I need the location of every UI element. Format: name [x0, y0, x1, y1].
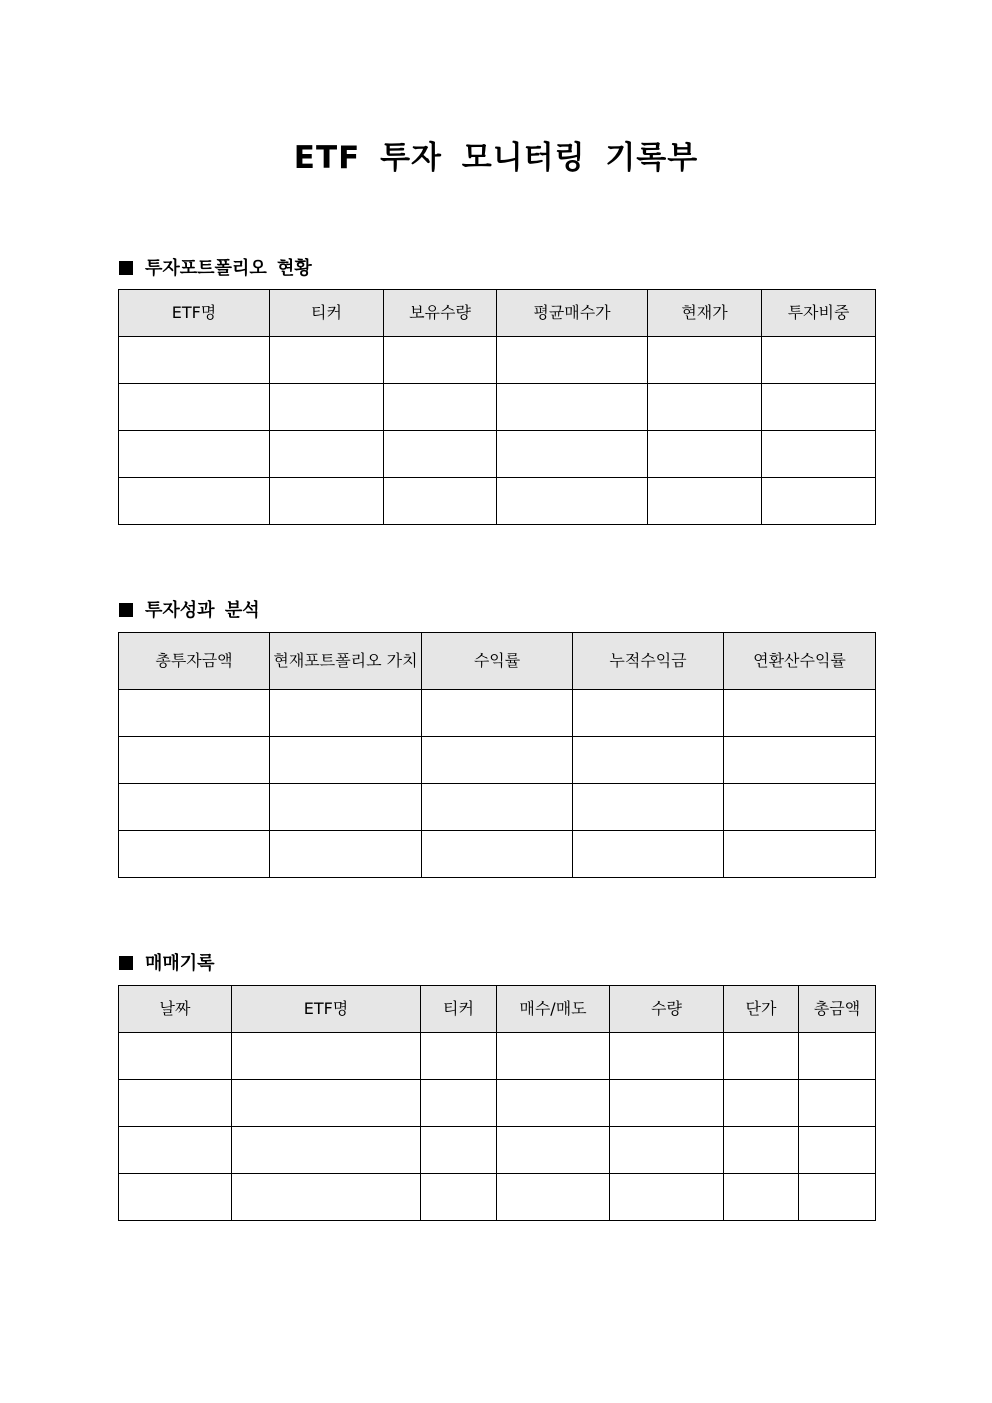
section-heading-portfolio-label: 투자포트폴리오 현황 — [145, 258, 312, 279]
table-cell[interactable] — [573, 831, 724, 878]
column-header: 단가 — [724, 986, 799, 1033]
column-header: 평균매수가 — [497, 290, 648, 337]
section-heading-trades — [119, 949, 215, 975]
table-cell[interactable] — [384, 431, 497, 478]
column-header: ETF명 — [232, 986, 421, 1033]
table-cell[interactable] — [497, 1033, 610, 1080]
table-header-row — [119, 986, 876, 1033]
table-cell[interactable] — [119, 1174, 232, 1221]
table-row — [119, 1033, 876, 1080]
table-cell[interactable] — [119, 337, 270, 384]
table-cell[interactable] — [232, 1174, 421, 1221]
table-cell[interactable] — [724, 1080, 799, 1127]
column-header: 날짜 — [119, 986, 232, 1033]
column-header: ETF명 — [119, 290, 270, 337]
column-header: 수량 — [610, 986, 724, 1033]
table-cell[interactable] — [724, 690, 876, 737]
column-header: 매수/매도 — [497, 986, 610, 1033]
table-cell[interactable] — [270, 478, 384, 525]
table-row — [119, 1127, 876, 1174]
column-header: 현재포트폴리오 가치 — [270, 633, 422, 690]
table-cell[interactable] — [497, 1174, 610, 1221]
table-cell[interactable] — [270, 690, 422, 737]
table-cell[interactable] — [270, 384, 384, 431]
column-header: 보유수량 — [384, 290, 497, 337]
table-cell[interactable] — [799, 1174, 876, 1221]
table-cell[interactable] — [648, 431, 762, 478]
table-cell[interactable] — [270, 737, 422, 784]
table-cell[interactable] — [232, 1080, 421, 1127]
section-heading-portfolio — [119, 254, 312, 280]
column-header: 총투자금액 — [119, 633, 270, 690]
table-cell[interactable] — [497, 337, 648, 384]
table-cell[interactable] — [497, 1080, 610, 1127]
column-header: 현재가 — [648, 290, 762, 337]
table-cell[interactable] — [119, 831, 270, 878]
table-cell[interactable] — [422, 737, 573, 784]
table-cell[interactable] — [232, 1127, 421, 1174]
table-cell[interactable] — [497, 1127, 610, 1174]
table-cell[interactable] — [724, 1127, 799, 1174]
table-cell[interactable] — [610, 1174, 724, 1221]
table-cell[interactable] — [762, 478, 876, 525]
table-cell[interactable] — [384, 337, 497, 384]
table-cell[interactable] — [384, 478, 497, 525]
table-cell[interactable] — [799, 1127, 876, 1174]
table-header-row — [119, 633, 876, 690]
table-cell[interactable] — [119, 784, 270, 831]
table-cell[interactable] — [573, 737, 724, 784]
table-row — [119, 784, 876, 831]
column-header: 누적수익금 — [573, 633, 724, 690]
section-heading-performance-label: 투자성과 분석 — [145, 600, 260, 621]
table-cell[interactable] — [422, 784, 573, 831]
table-cell[interactable] — [799, 1080, 876, 1127]
table-cell[interactable] — [610, 1127, 724, 1174]
column-header: 티커 — [421, 986, 497, 1033]
square-bullet-icon — [119, 261, 133, 275]
table-cell[interactable] — [421, 1174, 497, 1221]
table-cell[interactable] — [610, 1080, 724, 1127]
column-header: 총금액 — [799, 986, 876, 1033]
table-cell[interactable] — [724, 1033, 799, 1080]
table-row — [119, 737, 876, 784]
portfolio-table — [118, 289, 876, 525]
table-row — [119, 1174, 876, 1221]
section-heading-trades-label: 매매기록 — [145, 953, 215, 974]
table-cell[interactable] — [724, 737, 876, 784]
trades-table — [118, 985, 876, 1221]
table-cell[interactable] — [573, 784, 724, 831]
table-row — [119, 478, 876, 525]
table-cell[interactable] — [497, 478, 648, 525]
table-cell[interactable] — [648, 478, 762, 525]
table-cell[interactable] — [762, 431, 876, 478]
column-header: 티커 — [270, 290, 384, 337]
table-row — [119, 1080, 876, 1127]
table-cell[interactable] — [119, 384, 270, 431]
table-cell[interactable] — [232, 1033, 421, 1080]
performance-table — [118, 632, 876, 878]
table-cell[interactable] — [270, 337, 384, 384]
table-cell[interactable] — [648, 337, 762, 384]
table-row — [119, 690, 876, 737]
table-cell[interactable] — [648, 384, 762, 431]
table-header-row — [119, 290, 876, 337]
table-cell[interactable] — [384, 384, 497, 431]
table-cell[interactable] — [119, 1033, 232, 1080]
table-cell[interactable] — [573, 690, 724, 737]
table-row — [119, 384, 876, 431]
table-cell[interactable] — [610, 1033, 724, 1080]
table-cell[interactable] — [497, 431, 648, 478]
table-cell[interactable] — [119, 690, 270, 737]
table-cell[interactable] — [762, 384, 876, 431]
table-cell[interactable] — [119, 478, 270, 525]
table-row — [119, 431, 876, 478]
document-title: ETF 투자 모니터링 기록부 — [293, 140, 699, 176]
table-cell[interactable] — [270, 784, 422, 831]
table-cell[interactable] — [421, 1127, 497, 1174]
table-cell[interactable] — [119, 737, 270, 784]
square-bullet-icon — [119, 956, 133, 970]
column-header: 수익률 — [422, 633, 573, 690]
table-cell[interactable] — [799, 1033, 876, 1080]
table-cell[interactable] — [762, 337, 876, 384]
table-cell[interactable] — [119, 1080, 232, 1127]
table-cell[interactable] — [724, 831, 876, 878]
table-cell[interactable] — [724, 1174, 799, 1221]
square-bullet-icon — [119, 603, 133, 617]
table-cell[interactable] — [270, 431, 384, 478]
section-heading-performance — [119, 596, 260, 622]
table-cell[interactable] — [422, 690, 573, 737]
column-header: 투자비중 — [762, 290, 876, 337]
table-cell[interactable] — [421, 1080, 497, 1127]
table-cell[interactable] — [422, 831, 573, 878]
table-cell[interactable] — [497, 384, 648, 431]
table-cell[interactable] — [421, 1033, 497, 1080]
table-cell[interactable] — [270, 831, 422, 878]
table-cell[interactable] — [724, 784, 876, 831]
table-cell[interactable] — [119, 1127, 232, 1174]
table-row — [119, 337, 876, 384]
table-row — [119, 831, 876, 878]
table-cell[interactable] — [119, 431, 270, 478]
column-header: 연환산수익률 — [724, 633, 876, 690]
